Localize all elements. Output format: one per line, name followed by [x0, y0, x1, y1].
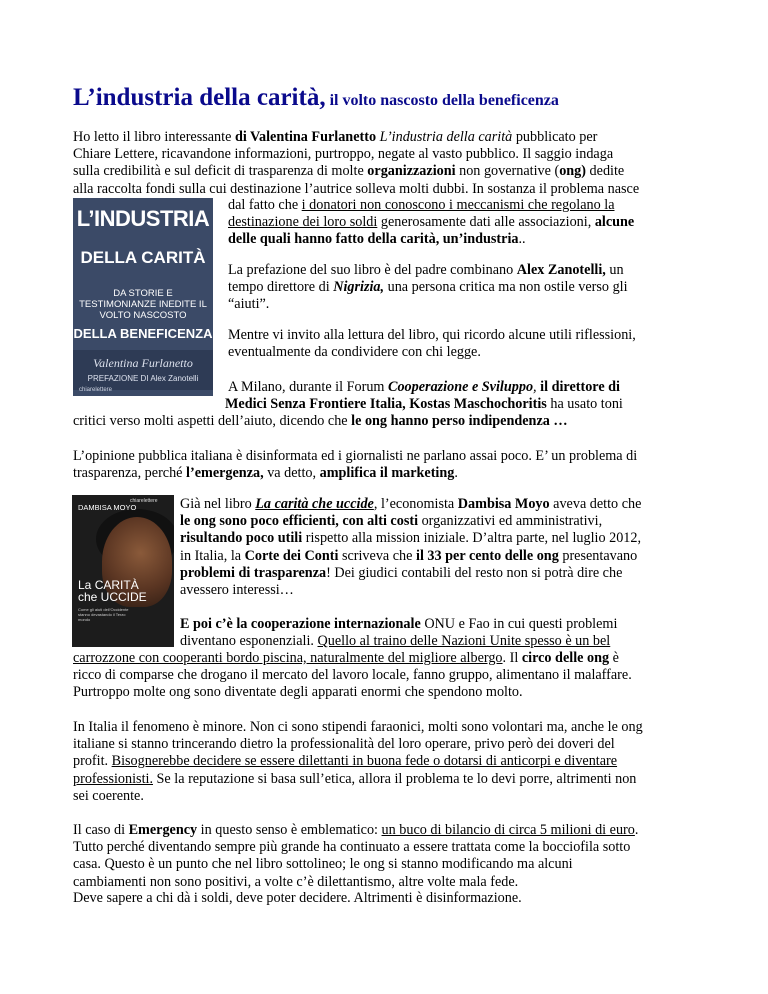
underlined-text: carrozzone con cooperanti bordo piscina, naturalmente del migliore albergo — [73, 650, 503, 666]
underlined-text: professionisti. — [73, 770, 153, 787]
bold-text: le ong sono poco efficienti, con alti costi — [180, 513, 419, 530]
bold-text: Corte dei Conti — [244, 547, 339, 564]
text-span: , l’economista — [373, 496, 458, 512]
text-line: Purtroppo molte ong sono diventate degli apparati enormi che spendono molto. — [73, 684, 523, 701]
text-span: La prefazione del suo libro è del padre combinano — [228, 262, 517, 278]
cover-subtitle: DELLA BENEFICENZA — [73, 326, 213, 341]
paragraph-10 — [73, 890, 695, 907]
text-line: alla raccolta fondi sulla cui destinazione l’autrice solleva molti dubbi. In sostanza il problema nasce — [73, 180, 640, 197]
paragraph-4-continued — [73, 396, 695, 430]
bold-text: Emergency — [128, 822, 198, 838]
text-span: dedite — [586, 163, 625, 180]
bold-text: le ong hanno perso indipendenza … — [351, 413, 568, 430]
text-span: presentavano — [558, 547, 638, 564]
text-span: una persona critica ma non ostile verso gli — [384, 279, 628, 296]
text-span: Già nel libro — [180, 496, 256, 512]
paragraph-7 — [180, 616, 695, 650]
bold-text: Medici Senza Frontiere Italia, Kostas Maschochoritis — [225, 396, 547, 412]
book-title-link: La carità che uccide — [255, 496, 374, 512]
text-span: dal fatto che — [228, 197, 302, 213]
text-line: Mentre vi invito alla lettura del libro, qui ricordo alcune utili riflessioni, — [228, 327, 636, 343]
bold-text: organizzazioni — [367, 163, 456, 180]
text-span: in questo senso è emblematico: — [197, 822, 382, 838]
text-span: pubblicato per — [512, 129, 598, 145]
paragraph-9 — [73, 822, 695, 891]
text-line: eventualmente da condividere con chi legge. — [228, 344, 481, 361]
bold-text: Alex Zanotelli, — [516, 262, 606, 278]
text-span: scriveva che — [338, 547, 416, 564]
cover-title-line: DELLA CARITÀ — [80, 248, 206, 267]
cover-preface: PREFAZIONE DI Alex Zanotelli — [87, 374, 199, 383]
text-span: generosamente dati alle associazioni, — [377, 214, 595, 231]
text-line: Chiare Lettere, ricavandone informazioni, purtroppo, negate al vasto pubblico. Il saggio indaga — [73, 146, 614, 163]
text-line: cambiamenti non sono positivi, a volte c’è dilettantismo, altre volte mala fede. — [73, 873, 519, 890]
text-span: aveva detto che — [549, 496, 642, 512]
cover-subtitle: DA STORIE E TESTIMONIANZE INEDITE IL VOLTO NASCOSTO — [79, 288, 207, 321]
text-span: profit. — [73, 753, 112, 770]
text-span: non governative ( — [455, 163, 560, 180]
text-line: casa. Questo è un punto che nel libro sottolineo; le ong si stanno modificando ma alcuni — [73, 856, 573, 873]
text-span: . Il — [502, 650, 522, 666]
text-span: rispetto alla mission iniziale. D’altra parte, nel luglio 2012, — [302, 530, 642, 547]
book-title: L’industria della carità — [379, 129, 513, 145]
underlined-text: destinazione dei loro soldi — [228, 214, 378, 231]
title-main: L’industria della carità, — [73, 84, 326, 111]
text-span: .. — [518, 231, 526, 248]
text-span: critici verso molti aspetti dell’aiuto, dicendo che — [73, 413, 352, 430]
underlined-text: un buco di bilancio di circa 5 milioni di euro — [381, 822, 635, 838]
text-line: ricco di comparse che drogano il mercato del lavoro locale, fanno gruppo, alimentano il malaffare. — [73, 667, 632, 684]
paragraph-7-continued — [73, 650, 695, 702]
paragraph-4 — [228, 379, 695, 396]
underlined-text: i donatori non conoscono i meccanismi che regolano la — [301, 197, 615, 213]
cover-title-line: L’INDUSTRIA — [76, 206, 210, 231]
paragraph-5 — [73, 448, 695, 482]
bold-text: delle quali hanno fatto della carità, un’industria — [228, 231, 519, 248]
cover-publisher: chiarelettere — [130, 498, 158, 504]
text-span: A Milano, durante il Forum — [228, 379, 388, 395]
bold-text: Dambisa Moyo — [457, 496, 550, 512]
underlined-text: Bisognerebbe decidere se essere dilettanti in buona fede o dotarsi di anticorpi e diventare — [111, 753, 618, 770]
bold-text: il direttore di — [540, 379, 621, 395]
text-span: . — [454, 465, 458, 482]
text-span: . — [634, 822, 639, 838]
text-span: Il caso di — [73, 822, 129, 838]
bold-text: circo delle ong — [521, 650, 610, 666]
paragraph-6 — [180, 496, 695, 599]
text-span: trasparenza, perché — [73, 465, 187, 482]
cover-title-word: La — [78, 578, 92, 592]
text-span: ha usato toni — [546, 396, 623, 412]
paragraph-3 — [228, 327, 695, 361]
bold-text: alcune — [594, 214, 635, 231]
text-line: avessero interessi… — [180, 582, 294, 599]
text-span: un — [605, 262, 624, 278]
text-span: Ho letto il libro interessante — [73, 129, 235, 145]
author-name: di Valentina Furlanetto — [234, 129, 377, 145]
bold-text: l’emergenza, — [186, 465, 264, 482]
text-span: diventano esponenziali. — [180, 633, 318, 650]
title-subtitle: il volto nascosto della beneficenza — [329, 92, 559, 109]
cover-title-word: che UCCIDE — [78, 590, 147, 604]
text-line: “aiuti”. — [228, 296, 270, 313]
magazine-name: Nigrizia, — [333, 279, 385, 296]
bold-text: risultando poco utili — [180, 530, 303, 547]
cover-author: DAMBISA MOYO — [78, 503, 137, 512]
paragraph-2 — [228, 262, 695, 314]
bold-text: amplifica il marketing — [319, 465, 455, 482]
text-span: , — [533, 379, 541, 395]
forum-name: Cooperazione e Sviluppo — [388, 379, 534, 395]
text-span: in Italia, la — [180, 547, 245, 564]
text-line: italiane si stanno trincerando dietro la professionalità del loro operare, privo però dei doveri del — [73, 736, 615, 753]
cover-title-word: CARITÀ — [94, 578, 139, 592]
text-span: va detto, — [263, 465, 320, 482]
book-cover-industria-carita — [73, 198, 213, 396]
text-span: Se la reputazione si basa sull’etica, allora il problema te lo devi porre, altrimenti non — [153, 770, 637, 787]
bold-text: problemi di trasparenza — [180, 564, 327, 581]
cover-title — [78, 579, 147, 603]
bold-text: il 33 per cento delle ong — [416, 547, 559, 564]
cover-publisher: chiarelettere — [79, 387, 113, 393]
text-line: In Italia il fenomeno è minore. Non ci sono stipendi faraonici, molti sono volontari ma, anche le ong — [73, 719, 643, 735]
text-span: ! Dei giudici contabili del resto non si potrà dire che — [326, 564, 623, 581]
text-span: ONU e Fao in cui questi problemi — [420, 616, 618, 632]
paragraph-1-continued — [228, 197, 695, 249]
underlined-text: Quello al traino delle Nazioni Unite spesso è un bel — [317, 633, 611, 650]
cover-author: Valentina Furlanetto — [93, 356, 193, 370]
paragraph-1 — [73, 129, 695, 198]
text-span: è — [609, 650, 619, 666]
text-line: sei coerente. — [73, 787, 144, 804]
paragraph-8 — [73, 719, 695, 805]
page-title — [73, 84, 559, 112]
text-span: sulla credibilità e sul deficit di trasparenza di molte — [73, 163, 368, 180]
bold-text: ong) — [559, 163, 586, 180]
book-cover-carita-che-uccide — [72, 495, 174, 647]
text-line: L’opinione pubblica italiana è disinformata ed i giornalisti ne parlano assai poco. E’ un problema di — [73, 448, 638, 464]
text-line: Deve sapere a chi dà i soldi, deve poter decidere. Altrimenti è disinformazione. — [73, 890, 522, 906]
text-span: tempo direttore di — [228, 279, 334, 296]
text-line: Tutto perché diventando sempre più grande ha continuato a essere trattata come la bocciofila sotto — [73, 839, 631, 856]
text-span: organizzativi ed amministrativi, — [418, 513, 603, 530]
cover-subtitle: Come gli aiuti dell’Occidente stanno devastando il Terzo mondo — [78, 607, 129, 622]
bold-text: E poi c’è la cooperazione internazionale — [180, 616, 421, 632]
